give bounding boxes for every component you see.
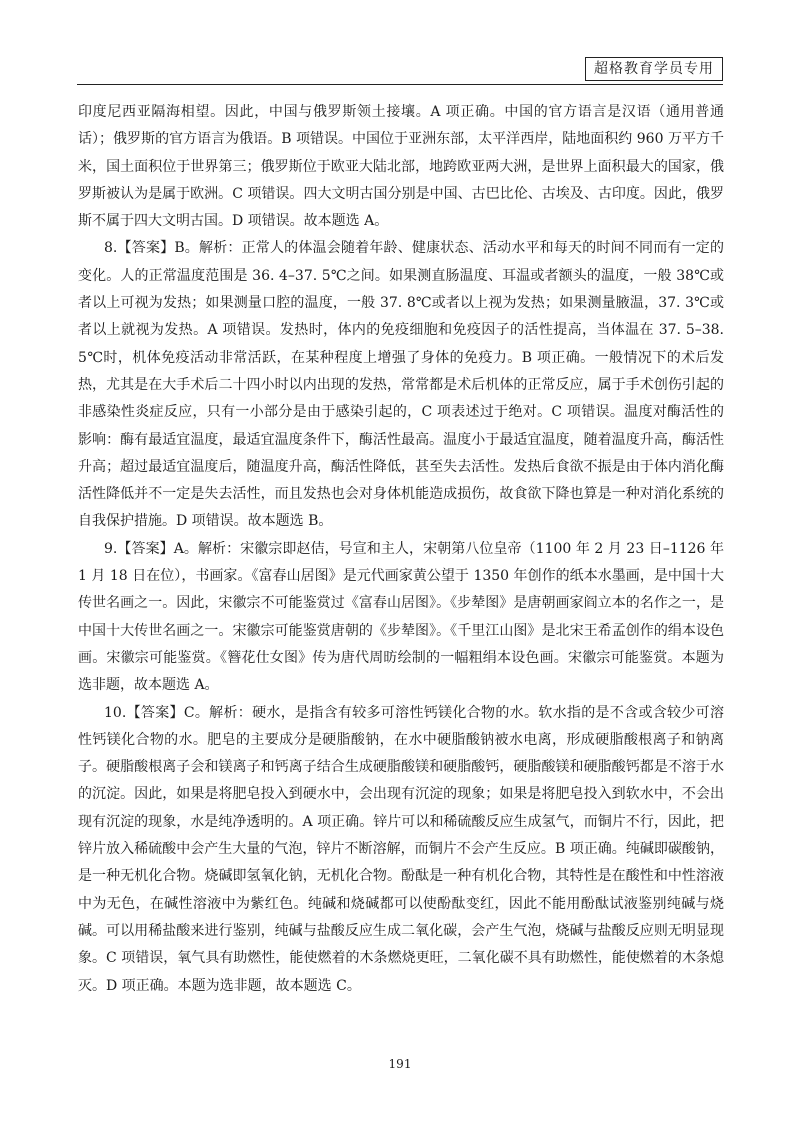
- header-tag: 超格教育学员专用: [585, 57, 723, 81]
- paragraph-continuation: 印度尼西亚隔海相望。因此，中国与俄罗斯领土接壤。A 项正确。中国的官方语言是汉语（通用普通话）；俄罗斯的官方语言为俄语。B 项错误。中国位于亚洲东部，太平洋西岸，陆地面积约 960 万平方千米，国土面积位于世界第三；俄罗斯位于欧亚大陆北部，地跨欧亚两大洲，是世界上面积最大的国家，俄罗斯被认为是属于欧洲。C 项错误。四大文明古国分别是中国、古巴比伦、古埃及、古印度。因此，俄罗斯不属于四大文明古国。D 项错误。故本题选 A。: [78, 104, 724, 230]
- page-number: 191: [388, 1057, 412, 1071]
- header-divider: [77, 84, 723, 85]
- paragraph-answer-8: 8.【答案】B。解析：正常人的体温会随着年龄、健康状态、活动水平和每天的时间不同而有一定的变化。人的正常温度范围是 36. 4–37. 5℃之间。如果测直肠温度、耳温或者额头的温度，一般 38℃或者以上可视为发热；如果测量口腔的温度，一般 37. 8℃或者以上视为发热；如果测量腋温，37. 3℃或者以上就视为发热。A 项错误。发热时，体内的免疫细胞和免疫因子的活性提高，当体温在 37. 5–38. 5℃时，机体免疫活动非常活跃，在某种程度上增强了身体的免疫力。B 项正确。一般情况下的术后发热，尤其是在大手术后二十四小时以内出现的发热，常常都是术后机体的正常反应，属于手术创伤引起的非感染性炎症反应，只有一小部分是由于感染引起的，C 项表述过于绝对。C 项错误。温度对酶活性的影响：酶有最适宜温度，最适宜温度条件下，酶活性最高。温度小于最适宜温度，随着温度升高，酶活性升高；超过最适宜温度后，随温度升高，酶活性降低，甚至失去活性。发热后食欲不振是由于体内消化酶活性降低并不一定是失去活性，而且发热也会对身体机能造成损伤，故食欲下降也算是一种对消化系统的自我保护措施。D 项错误。故本题选 B。: [78, 240, 724, 530]
- paragraph-answer-10: 10.【答案】C。解析：硬水，是指含有较多可溶性钙镁化合物的水。软水指的是不含或含较少可溶性钙镁化合物的水。肥皂的主要成分是硬脂酸钠，在水中硬脂酸钠被水电离，形成硬脂酸根离子和钠离子。硬脂酸根离子会和镁离子和钙离子结合生成硬脂酸镁和硬脂酸钙，硬脂酸镁和硬脂酸钙都是不溶于水的沉淀。因此，如果是将肥皂投入到硬水中，会出现有沉淀的现象；如果是将肥皂投入到软水中，不会出现有沉淀的现象，水是纯净透明的。A 项正确。锌片可以和稀硫酸反应生成氢气，而铜片不行，因此，把锌片放入稀硫酸中会产生大量的气泡，锌片不断溶解，而铜片不会产生反应。B 项正确。纯碱即碳酸钠，是一种无机化合物。烧碱即氢氧化钠，无机化合物。酚酞是一种有机化合物，其特性是在酸性和中性溶液中为无色，在碱性溶液中为紫红色。纯碱和烧碱都可以使酚酞变红，因此不能用酚酞试液鉴别纯碱与烧碱。可以用稀盐酸来进行鉴别，纯碱与盐酸反应生成二氧化碳，会产生气泡，烧碱与盐酸反应则无明显现象。C 项错误，氧气具有助燃性，能使燃着的木条燃烧更旺，二氧化碳不具有助燃性，能使燃着的木条熄灭。D 项正确。本题为选非题，故本题选 C。: [78, 704, 724, 994]
- page-content: [78, 99, 724, 1000]
- paragraph-answer-9: 9.【答案】A。解析：宋徽宗即赵佶，号宣和主人，宋朝第八位皇帝（1100 年 2 月 23 日–1126 年 1 月 18 日在位），书画家。《富春山居图》是元代画家黄公望于 1350 年创作的纸本水墨画，是中国十大传世名画之一。因此，宋徽宗不可能鉴赏过《富春山居图》。《步辇图》是唐朝画家阎立本的名作之一，是中国十大传世名画之一。宋徽宗可能鉴赏唐朝的《步辇图》。《千里江山图》是北宋王希孟创作的绢本设色画。宋徽宗可能鉴赏。《簪花仕女图》传为唐代周昉绘制的一幅粗绢本设色画。宋徽宗可能鉴赏。本题为选非题，故本题选 A。: [78, 540, 724, 694]
